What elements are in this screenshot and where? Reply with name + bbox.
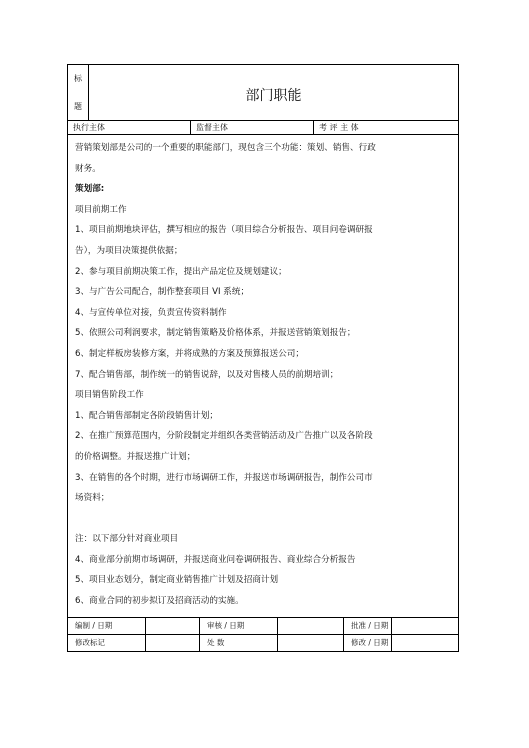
intro-line: 营销策划部是公司的一个重要的职能部门，现包含三个功能：策划、销售、行政 (75, 143, 376, 153)
list-item: 3、在销售的各个时期，进行市场调研工作，并报送市场调研报告，制作公司市 (75, 472, 373, 483)
footer-value (392, 635, 458, 651)
footer-label: 编制 / 日期 (68, 618, 146, 634)
list-item: 2、参与项目前期决策工作，提出产品定位及规划建议； (75, 266, 287, 277)
section-title: 策划部: (75, 184, 105, 195)
page-title: 部门职能 (245, 87, 302, 104)
footer-value (146, 635, 200, 651)
footer-label: 修改标记 (68, 635, 146, 651)
list-item: 2、在推广预算范围内，分阶段制定并组织各类营销活动及广告推广以及各阶段 (75, 431, 373, 442)
supervise-owner: 监督主体 (191, 121, 314, 134)
list-item: 场资料； (75, 493, 110, 504)
list-item: 告），为项目决策提供依据； (75, 245, 183, 256)
spacer (75, 509, 452, 530)
list-item: 的价格调整。并报送推广计划； (75, 451, 196, 462)
list-item: 3、与广告公司配合，制作整套项目 VI 系统； (75, 287, 250, 298)
list-item: 1、配合销售部制定各阶段销售计划； (75, 410, 218, 421)
title-label-bottom: 题 (74, 102, 82, 111)
content-body (68, 135, 458, 618)
title-label-top: 标 (74, 74, 82, 83)
list-item: 6、商业合同的初步拟订及招商活动的实施。 (75, 596, 244, 607)
footer-label: 审核 / 日期 (200, 618, 278, 634)
list-item: 5、依照公司利润要求，制定销售策略及价格体系，并报送营销策划报告； (75, 328, 356, 339)
title-row (68, 65, 458, 121)
footer-label: 处 数 (200, 635, 278, 651)
footer-value (278, 635, 344, 651)
assess-owner: 考 评 主 体 (319, 123, 359, 132)
phase-title: 项目销售阶段工作 (75, 390, 144, 401)
intro-line: 财务。 (75, 163, 101, 174)
footer-label: 批准 / 日期 (344, 618, 392, 634)
exec-owner: 执行主体 (68, 121, 191, 134)
footer-value (146, 618, 200, 634)
list-item: 7、配合销售部，制作统一的销售说辞，以及对售楼人员的前期培训； (75, 369, 339, 380)
list-item: 1、项目前期地块评估，撰写相应的报告（项目综合分析报告、项目问卷调研报 (75, 225, 373, 236)
footer-label: 修改 / 日期 (344, 635, 392, 651)
list-item: 4、商业部分前期市场调研，并报送商业问卷调研报告、商业综合分析报告 (75, 554, 356, 565)
footer-row (68, 618, 458, 634)
footer-value (278, 618, 344, 634)
phase-title: 项目前期工作 (75, 204, 127, 215)
list-item: 4、与宣传单位对接，负责宣传资料制作 (75, 307, 227, 318)
list-item: 6、制定样板房装修方案，并将成熟的方案及预算报送公司； (75, 348, 304, 359)
footer-value (392, 618, 458, 634)
owner-row (68, 121, 458, 135)
title-label (68, 65, 89, 120)
document-form (67, 64, 459, 652)
footer-row (68, 634, 458, 651)
note-line: 注：以下部分针对商业项目 (75, 534, 179, 545)
list-item: 5、项目业态划分，制定商业销售推广计划及招商计划 (75, 575, 279, 586)
